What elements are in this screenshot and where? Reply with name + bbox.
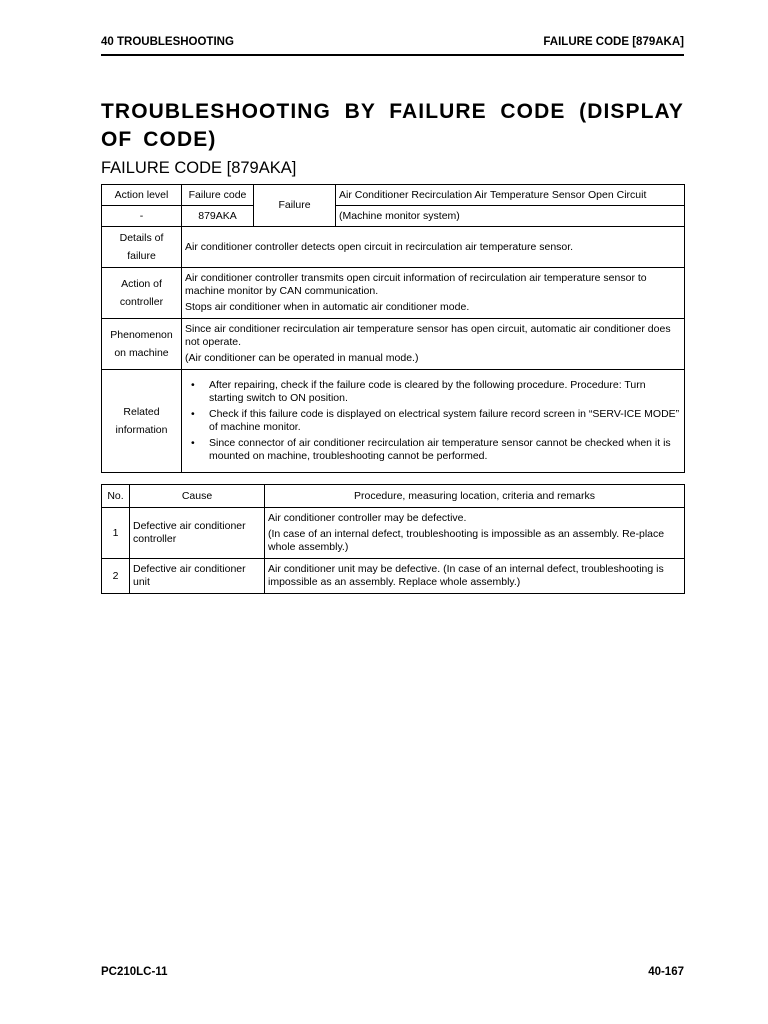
failure-info-table	[101, 184, 685, 473]
header-failure-code: FAILURE CODE [879AKA]	[543, 36, 684, 48]
row-procedure	[265, 508, 685, 559]
action-text: Stops air conditioner when in automatic air conditioner mode.	[185, 301, 470, 313]
table-row	[102, 227, 685, 268]
procedure-text: Air conditioner controller may be defective.	[268, 512, 467, 524]
row-procedure: Air conditioner unit may be defective. (In case of an internal defect, troubleshooting is impossible as an assembly. Replace whole assembly.)	[265, 559, 685, 594]
row-cause: Defective air conditioner controller	[130, 508, 265, 559]
table-row	[102, 185, 685, 206]
details-text: Air conditioner controller detects open circuit in recirculation air temperature sensor.	[182, 227, 685, 268]
header-section: 40 TROUBLESHOOTING	[101, 36, 234, 48]
header-no: No.	[102, 485, 130, 508]
header-procedure: Procedure, measuring location, criteria and remarks	[265, 485, 685, 508]
table-row	[102, 508, 685, 559]
table-row	[102, 268, 685, 319]
table-row	[102, 319, 685, 370]
table-header-row	[102, 485, 685, 508]
header-cause: Cause	[130, 485, 265, 508]
details-label: Details of failure	[102, 227, 182, 268]
failure-system: (Machine monitor system)	[336, 206, 685, 227]
phenomenon-cell	[182, 319, 685, 370]
failure-code-value: 879AKA	[182, 206, 254, 227]
failure-label: Failure	[254, 185, 336, 227]
action-text: Air conditioner controller transmits open circuit information of recirculation air temperature sensor to machine monitor by CAN communication.	[185, 272, 647, 297]
action-level-value: -	[102, 206, 182, 227]
phenomenon-text: Since air conditioner recirculation air temperature sensor has open circuit, automatic air conditioner does not operate.	[185, 323, 671, 348]
phenomenon-label: Phenomenon on machine	[102, 319, 182, 370]
list-item: • After repairing, check if the failure code is cleared by the following procedure. Procedure: Turn starting switch to ON position.	[185, 379, 681, 405]
list-item: • Check if this failure code is displayed on electrical system failure record screen in “SERV-ICE MODE” of machine monitor.	[185, 408, 681, 434]
action-cell	[182, 268, 685, 319]
section-subtitle: FAILURE CODE [879AKA]	[101, 159, 297, 177]
cause-table	[101, 484, 685, 594]
action-level-label: Action level	[102, 185, 182, 206]
action-label: Action of controller	[102, 268, 182, 319]
related-cell	[182, 370, 685, 473]
related-label: Related information	[102, 370, 182, 473]
table-row	[102, 559, 685, 594]
row-no: 1	[102, 508, 130, 559]
table-row	[102, 206, 685, 227]
failure-description: Air Conditioner Recirculation Air Temperature Sensor Open Circuit	[336, 185, 685, 206]
footer-model: PC210LC-11	[101, 966, 168, 978]
table-row	[102, 370, 685, 473]
page-title: TROUBLESHOOTING BY FAILURE CODE (DISPLAY OF CODE)	[101, 100, 684, 151]
related-list	[185, 379, 681, 463]
page-number: 40-167	[648, 966, 684, 978]
page-header	[101, 34, 684, 56]
row-no: 2	[102, 559, 130, 594]
row-cause: Defective air conditioner unit	[130, 559, 265, 594]
procedure-text: (In case of an internal defect, troubleshooting is impossible as an assembly. Re-place whole assembly.)	[268, 528, 665, 553]
failure-code-label: Failure code	[182, 185, 254, 206]
phenomenon-text: (Air conditioner can be operated in manual mode.)	[185, 352, 419, 364]
list-item: • Since connector of air conditioner recirculation air temperature sensor cannot be checked when it is mounted on machine, troubleshooting cannot be performed.	[185, 437, 681, 463]
